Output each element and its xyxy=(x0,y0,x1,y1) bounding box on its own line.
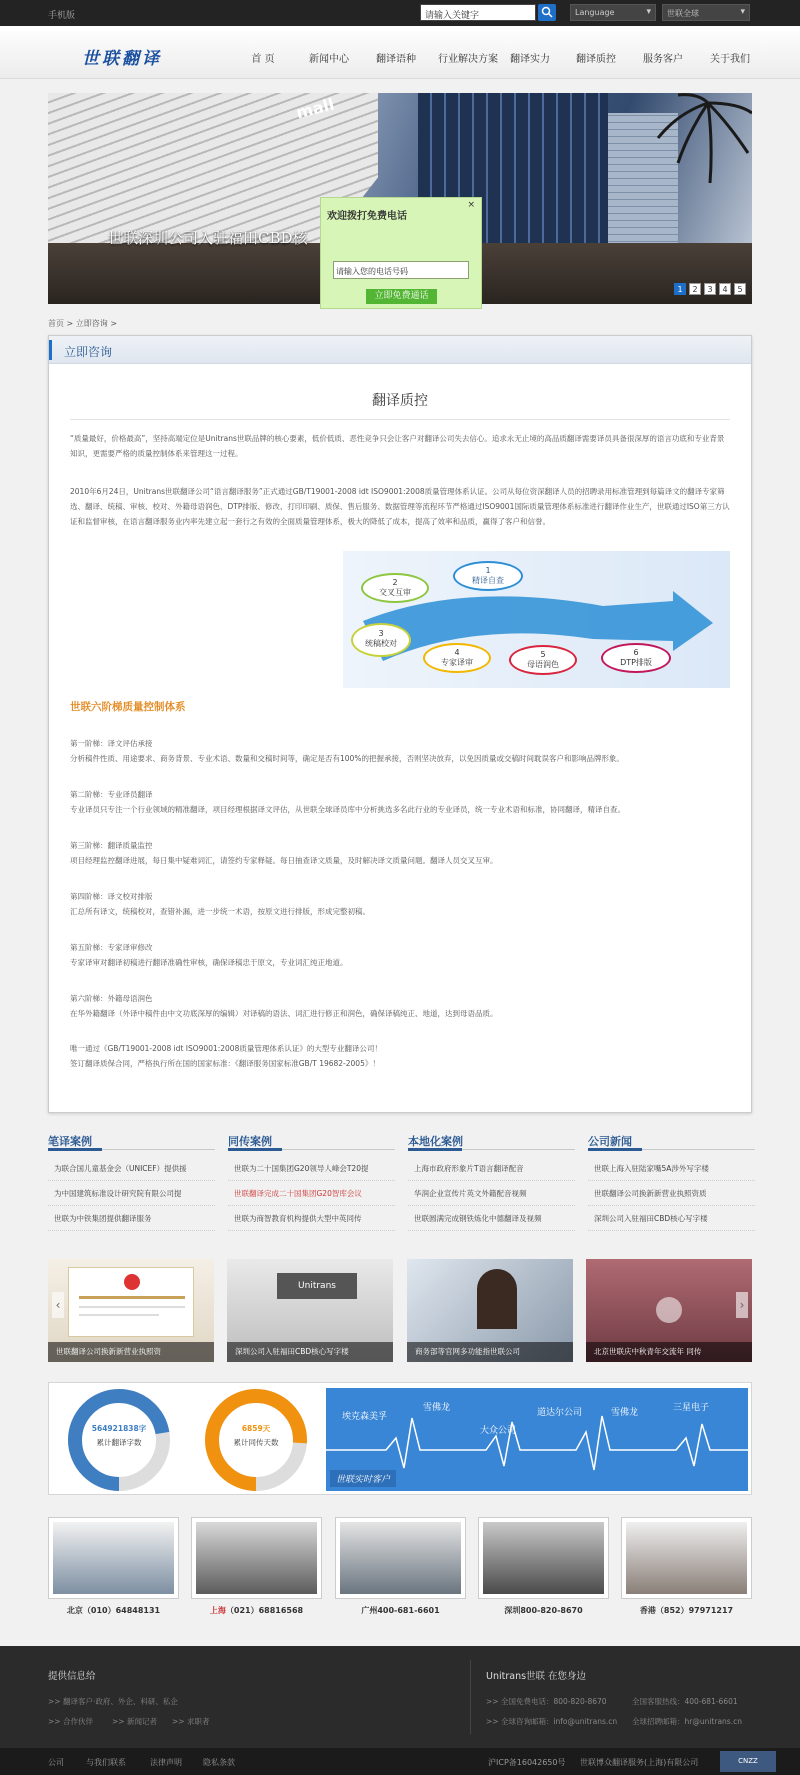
chevron-down-icon: ▾ xyxy=(646,7,651,17)
nav-strength[interactable]: 翻译实力 xyxy=(510,54,550,65)
footer-divider xyxy=(470,1660,471,1734)
breadcrumb-current[interactable]: 立即咨询 xyxy=(75,319,108,328)
palm-tree-icon xyxy=(648,93,752,183)
section-translation-cases xyxy=(48,1133,215,1231)
section-localization-cases xyxy=(408,1133,575,1231)
office-city: 上海 xyxy=(209,1606,226,1615)
section-title[interactable]: 同传案例 xyxy=(228,1133,395,1150)
closing-line-2: 签订翻译质保合同，严格执行所在国的国家标准：《翻译服务国家标准GB/T 19682-2005》！ xyxy=(70,1059,380,1068)
photo-caption: 世联翻译公司换新新营业执照资 xyxy=(48,1342,214,1362)
office-card[interactable] xyxy=(621,1517,752,1616)
office-locations xyxy=(48,1517,752,1629)
list-item[interactable]: 为中国建筑标准设计研究院有限公司提 xyxy=(48,1181,215,1206)
photo-card[interactable] xyxy=(407,1259,573,1362)
step-2-badge xyxy=(361,573,429,603)
stage-2-desc: 专业译员只专注一个行业领域的精准翻译，项目经理根据译文评估，从世联全球译员库中分析挑选多名此行业的专业译员，统一专业术语和标准，协同翻译，精译自查。 xyxy=(70,805,625,814)
office-label xyxy=(335,1605,466,1616)
step-4-number: 4 xyxy=(454,648,460,657)
photo-card[interactable] xyxy=(48,1259,214,1362)
closing-line-1: 唯一通过《GB/T19001-2008 idt ISO9001:2008质量管理体系认证》的大型专业翻译公司！ xyxy=(70,1044,382,1053)
list-item[interactable]: 世联圆满完成钢铁炼化中德翻译及视频 xyxy=(408,1206,575,1231)
popup-title: 欢迎拨打免费电话 xyxy=(327,211,407,222)
office-photo xyxy=(335,1517,466,1599)
quality-steps-diagram xyxy=(343,551,730,688)
office-phone: 400-681-6601 xyxy=(377,1606,440,1615)
bottom-link-legal[interactable]: 法律声明 xyxy=(150,1758,182,1767)
office-label xyxy=(478,1605,609,1616)
nav-quality[interactable]: 翻译质控 xyxy=(576,54,616,65)
cnzz-badge[interactable]: CNZZ xyxy=(720,1751,776,1772)
list-item[interactable]: 世联为商智教育机构提供大型中英同传 xyxy=(228,1206,395,1231)
license-image xyxy=(68,1267,194,1337)
mobile-version-link[interactable]: 手机版 xyxy=(48,11,76,21)
photo-caption: 深圳公司入驻福田CBD核心写字楼 xyxy=(227,1342,393,1362)
close-icon[interactable]: × xyxy=(467,200,475,210)
office-city: 广州 xyxy=(361,1606,378,1615)
office-phone: 800-820-8670 xyxy=(520,1606,583,1615)
bottom-link-company[interactable]: 公司 xyxy=(48,1758,64,1767)
photo-card[interactable] xyxy=(586,1259,752,1362)
nav-languages[interactable]: 翻译语种 xyxy=(376,54,416,65)
step-2-number: 2 xyxy=(392,578,398,587)
breadcrumb-separator: > xyxy=(110,319,118,328)
office-card[interactable] xyxy=(191,1517,322,1616)
step-6-badge xyxy=(601,643,671,673)
copyright: 世联博众翻译服务(上海)有限公司 xyxy=(580,1758,699,1767)
office-photo xyxy=(621,1517,752,1599)
list-item[interactable]: 世联为中铁集团提供翻译服务 xyxy=(48,1206,215,1231)
stage-1-desc: 分析稿件性质、用途要求、商务背景、专业术语、数量和交稿时间等，确定是否有100%的把握承接，否则坚决放弃，以免因质量或交稿时间耽误客户和影响品牌形象。 xyxy=(70,754,624,763)
stage-3-name: 第三阶梯：翻译质量监控 xyxy=(70,841,153,850)
stage-5-desc: 专家译审对翻译初稿进行翻译准确性审核，确保译稿忠于原文，专业词汇纯正地道。 xyxy=(70,958,348,967)
stage-6-desc: 在华外籍翻译（外译中稿件由中文功底深厚的编辑）对译稿的语法、词汇进行修正和润色，确保译稿纯正、地道，达到母语品质。 xyxy=(70,1009,498,1018)
photo-carousel xyxy=(48,1259,752,1362)
stage-6-name: 第六阶梯：外籍母语润色 xyxy=(70,994,153,1003)
list-item[interactable]: 为联合国儿童基金会（UNICEF）提供援 xyxy=(48,1156,215,1181)
region-select[interactable] xyxy=(662,4,750,21)
office-image: Unitrans xyxy=(277,1273,357,1299)
bottom-link-contact[interactable]: 与我们联系 xyxy=(86,1758,126,1767)
list-item[interactable]: 华润企业宣传片英文外籍配音视频 xyxy=(408,1181,575,1206)
office-photo xyxy=(191,1517,322,1599)
list-item[interactable]: 上海市政府形象片T语言翻译配音 xyxy=(408,1156,575,1181)
footer-link[interactable]: >> 求职者 xyxy=(172,1717,210,1726)
stage-1-name: 第一阶梯：译文评估承接 xyxy=(70,739,153,748)
office-card[interactable] xyxy=(48,1517,179,1616)
office-card[interactable] xyxy=(478,1517,609,1616)
list-item[interactable]: 深圳公司入驻福田CBD核心写字楼 xyxy=(588,1206,755,1231)
top-bar xyxy=(0,0,800,26)
stage-5-name: 第五阶梯：专家译审修改 xyxy=(70,943,153,952)
slider-pagination xyxy=(674,283,746,295)
step-1-badge xyxy=(453,561,523,591)
list-item[interactable]: 世联翻译完成二十国集团G20智库会议 xyxy=(228,1181,395,1206)
intro-paragraph: “质量最好，价格最高”，坚持高端定位是Unitrans世联品牌的核心要素，低价低质、恶性竞争只会让客户对翻译公司失去信心。追求永无止境的高品质翻译需要译员具备很深厚的语言功底和专业背景知识，更需要严格的质量控制体系来管理这一过程。 xyxy=(70,434,725,458)
footer-link[interactable]: >> 合作伙伴 xyxy=(48,1717,93,1726)
list-item[interactable]: 世联为二十国集团G20领导人峰会T20提 xyxy=(228,1156,395,1181)
step-3-label: 统稿校对 xyxy=(365,639,397,648)
footer-link[interactable]: >> 新闻记者 xyxy=(112,1717,157,1726)
panel-accent-bar xyxy=(49,340,52,360)
step-5-label: 母语润色 xyxy=(527,660,559,669)
stage-4-name: 第四阶梯：译文校对排版 xyxy=(70,892,153,901)
office-photo xyxy=(48,1517,179,1599)
slide-dot-2[interactable]: 2 xyxy=(689,283,701,295)
carousel-next-arrow[interactable]: › xyxy=(736,1292,748,1318)
list-item[interactable]: 世联上海入驻陆家嘴5A涉外写字楼 xyxy=(588,1156,755,1181)
stage-6 xyxy=(70,991,730,1021)
section-company-news xyxy=(588,1133,755,1231)
office-label xyxy=(621,1605,752,1616)
hr-email-link[interactable]: 全球招聘邮箱：hr@unitrans.cn xyxy=(632,1717,742,1726)
footer-info-title: 提供信息给 xyxy=(48,1671,96,1682)
nav-solutions[interactable]: 行业解决方案 xyxy=(438,54,498,65)
stage-4-desc: 汇总所有译文，统稿校对，查错补漏，进一步统一术语，按原文进行排版，形成完整初稿。 xyxy=(70,907,370,916)
section-interpretation-cases xyxy=(228,1133,395,1231)
slide-dot-5[interactable]: 5 xyxy=(734,283,746,295)
system-title: 世联六阶梯质量控制体系 xyxy=(70,701,186,713)
free-call-popup xyxy=(320,197,482,309)
step-5-number: 5 xyxy=(540,650,546,659)
history-paragraph: 2010年6月24日，Unitrans世联翻译公司“语言翻译服务”正式通过GB/T19001-2008 idt ISO9001:2008质量管理体系认证。公司从每位资深翻译人员的招聘录用标准管理到每篇译文的翻译专家筛选、翻译、统稿、审核、校对、外籍母语润色、DTP排版、修改、打印印刷、质保、售后服务、数据管理等流程环节严格通过ISO9001国际质量管理体系标准进行翻译作业生产，世联通过ISO第三方认证和监督审核，在语言翻译服务业内率先建立起一套行之有效的全面质量管理体系，极大的降低了成本，提高了效率和品质，赢得了客户和信誉。 xyxy=(70,487,730,526)
nav-home[interactable]: 首 页 xyxy=(251,54,275,65)
title-divider xyxy=(70,419,730,420)
client-name: 大众公司 xyxy=(480,1426,517,1436)
page-title: 翻译质控 xyxy=(372,393,428,409)
banner-mall-sign: mall xyxy=(294,94,337,123)
stats-strip xyxy=(48,1382,752,1495)
section-title[interactable]: 公司新闻 xyxy=(588,1133,755,1150)
email-link[interactable]: >> 全球咨询邮箱：info@unitrans.cn xyxy=(486,1717,618,1726)
search-button[interactable] xyxy=(538,4,556,21)
office-phone: （010）64848131 xyxy=(82,1606,161,1615)
breadcrumb-home[interactable]: 首页 xyxy=(48,319,64,328)
stage-2-name: 第二阶梯：专业译员翻译 xyxy=(70,790,153,799)
office-label xyxy=(48,1605,179,1616)
callcenter-image xyxy=(477,1269,517,1329)
logo[interactable]: 世联翻译 xyxy=(82,49,162,69)
office-card[interactable] xyxy=(335,1517,466,1616)
step-6-number: 6 xyxy=(633,648,639,657)
site-footer xyxy=(0,1646,800,1748)
section-title[interactable]: 本地化案例 xyxy=(408,1133,575,1150)
icp-number[interactable]: 沪ICP备16042650号 xyxy=(488,1758,566,1767)
search-input[interactable]: 请输入关键字 xyxy=(420,4,536,21)
office-phone: （021）68816568 xyxy=(225,1606,304,1615)
office-label xyxy=(191,1605,322,1616)
carousel-prev-arrow[interactable]: ‹ xyxy=(52,1292,64,1318)
free-call-button[interactable]: 立即免费通话 xyxy=(366,289,437,304)
content-panel xyxy=(48,335,752,1113)
stage-2 xyxy=(70,787,730,817)
hotline-number: 全国客服热线：400-681-6601 xyxy=(632,1697,738,1706)
client-name: 雪佛龙 xyxy=(423,1403,451,1413)
stage-4 xyxy=(70,889,730,919)
step-6-label: DTP排版 xyxy=(620,658,652,667)
step-3-number: 3 xyxy=(378,629,384,638)
office-phone: （852）97971217 xyxy=(655,1606,734,1615)
client-name: 埃克森美孚 xyxy=(342,1412,388,1422)
step-5-badge xyxy=(509,645,577,675)
client-name: 雪佛龙 xyxy=(611,1408,639,1418)
site-header xyxy=(0,26,800,79)
stage-5 xyxy=(70,940,730,970)
stage-3 xyxy=(70,838,730,868)
chevron-down-icon: ▾ xyxy=(740,7,745,17)
phone-number-input[interactable]: 请输入您的电话号码 xyxy=(333,261,469,279)
closing-notes xyxy=(70,1041,730,1071)
nav-about[interactable]: 关于我们 xyxy=(710,54,750,65)
words-value: 564921838字 xyxy=(91,1424,147,1433)
days-value: 6859天 xyxy=(241,1424,271,1433)
office-photo xyxy=(478,1517,609,1599)
bottom-bar xyxy=(0,1748,800,1775)
photo-card[interactable] xyxy=(227,1259,393,1362)
step-2-label: 交叉互审 xyxy=(379,588,411,597)
stage-3-desc: 项目经理监控翻译进展，每日集中疑难词汇，请签约专家释疑。每日抽查译文质量，及时解决译文质量问题。翻译人员交叉互审。 xyxy=(70,856,498,865)
office-city: 深圳 xyxy=(504,1606,521,1615)
region-select-label: 世联全球 xyxy=(667,9,699,18)
step-1-label: 精译自查 xyxy=(472,576,504,585)
office-city: 北京 xyxy=(66,1606,83,1615)
language-select-label: Language xyxy=(575,8,615,17)
search-icon xyxy=(541,6,553,18)
realtime-clients-label: 世联实时客户 xyxy=(330,1470,396,1487)
client-name: 道达尔公司 xyxy=(537,1408,583,1418)
photo-caption: 商务部等官网多功能指世联公司 xyxy=(407,1342,573,1362)
nav-news[interactable]: 新闻中心 xyxy=(309,54,349,65)
panel-header xyxy=(49,336,751,364)
days-label: 累计同传天数 xyxy=(233,1438,279,1447)
client-name: 三星电子 xyxy=(673,1403,710,1413)
language-select[interactable] xyxy=(570,4,656,21)
step-4-label: 专家译审 xyxy=(441,658,473,667)
step-4-badge xyxy=(423,643,491,673)
footer-link[interactable]: >> 翻译客户·政府、外企、科研、私企 xyxy=(48,1697,178,1706)
list-item[interactable]: 世联翻译公司换新新营业执照资质 xyxy=(588,1181,755,1206)
breadcrumb-separator: > xyxy=(66,319,74,328)
bottom-link-privacy[interactable]: 隐私条款 xyxy=(203,1758,235,1767)
office-city: 香港 xyxy=(639,1606,656,1615)
realtime-clients-panel xyxy=(326,1388,748,1491)
stage-1 xyxy=(70,736,730,766)
free-call-number: >> 全国免费电话：800-820-8670 xyxy=(486,1697,607,1706)
step-3-badge xyxy=(351,623,411,657)
event-image xyxy=(656,1297,682,1323)
step-1-number: 1 xyxy=(485,566,491,575)
nav-clients[interactable]: 服务客户 xyxy=(643,54,683,65)
banner-caption[interactable]: 世联深圳公司入驻福田CBD核 xyxy=(108,229,308,247)
section-title[interactable]: 笔译案例 xyxy=(48,1133,215,1150)
panel-heading: 立即咨询 xyxy=(64,345,113,359)
emblem-icon xyxy=(124,1274,140,1290)
slide-dot-1[interactable]: 1 xyxy=(674,283,686,295)
breadcrumb xyxy=(48,318,117,329)
words-label: 累计翻译字数 xyxy=(96,1438,142,1447)
slide-dot-4[interactable]: 4 xyxy=(719,283,731,295)
footer-service-title: Unitrans世联 在您身边 xyxy=(486,1671,587,1682)
photo-caption: 北京世联庆中秋青年交流年 同传 xyxy=(586,1342,752,1362)
slide-dot-3[interactable]: 3 xyxy=(704,283,716,295)
